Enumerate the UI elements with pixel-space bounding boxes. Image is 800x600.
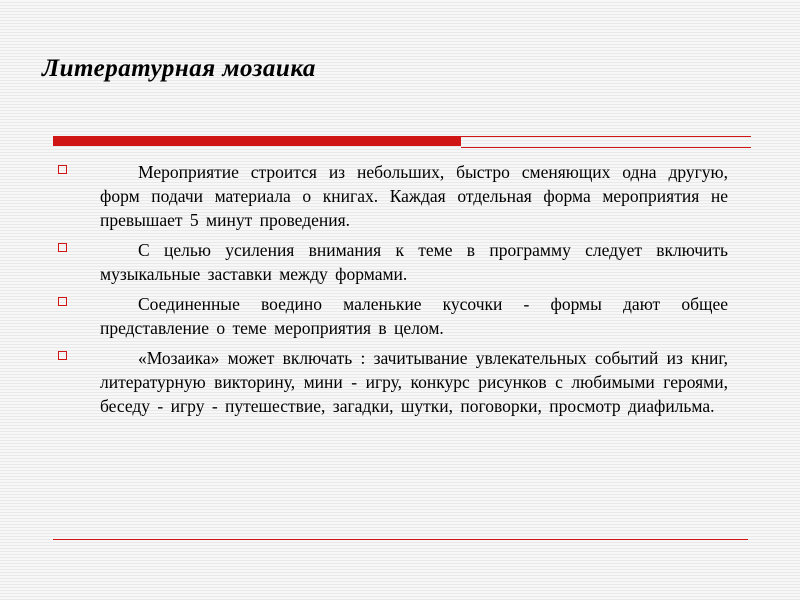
list-item (58, 238, 728, 286)
list-item (58, 292, 728, 340)
list-item (58, 346, 728, 418)
title-divider-thick (53, 137, 461, 146)
slide-title: Литературная мозаика (42, 55, 316, 82)
square-bullet-icon (58, 351, 67, 360)
square-bullet-icon (58, 297, 67, 306)
bullet-text: «Мозаика» может включать : зачитывание увлекательных событий из книг, литературную викторину, мини - игру, конкурс рисунков с любимыми героями, беседу - игру - путешествие, загадки, шутки, поговорки, просмотр диафильма. (100, 348, 728, 416)
bullet-text: С целью усиления внимания к теме в программу следует включить музыкальные заставки между формами. (100, 240, 728, 284)
list-item (58, 160, 728, 232)
bullet-list (58, 160, 728, 424)
square-bullet-icon (58, 243, 67, 252)
title-divider-thin-right (461, 147, 751, 148)
bullet-text: Мероприятие строится из небольших, быстро сменяющих одна другую, форм подачи материала о книгах. Каждая отдельная форма мероприятия не превышает 5 минут проведения. (100, 162, 728, 230)
footer-divider (53, 539, 748, 540)
square-bullet-icon (58, 165, 67, 174)
bullet-text: Соединенные воедино маленькие кусочки - формы дают общее представление о теме мероприятия в целом. (100, 294, 728, 338)
